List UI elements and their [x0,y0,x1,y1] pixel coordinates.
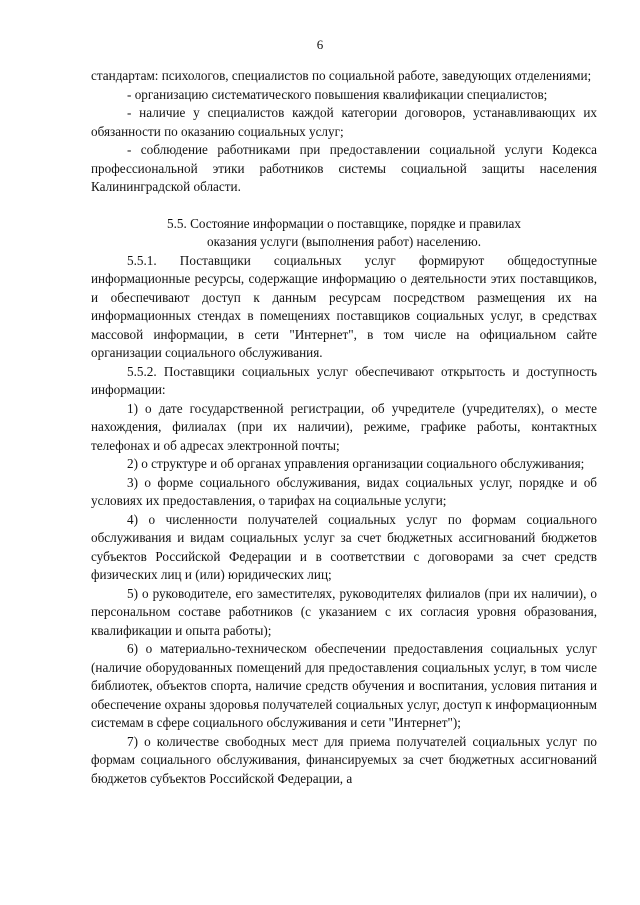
section-heading-line: 5.5. Состояние информации о поставщике, порядке и правилах [166,215,522,231]
list-item: 4) о численности получателей социальных услуг по формам социального обслуживания и видам социальных услуг за счет бюджетных ассигнований бюджетов субъектов Российской Федерации и в соответствии с договорами за счет средств физических лиц и (или) юридических лиц; [91,511,597,582]
document-body [91,67,597,788]
paragraph: - организацию систематического повышения квалификации специалистов; [127,86,548,102]
paragraph: 5.5.2. Поставщики социальных услуг обеспечивают открытость и доступность информации: [91,363,597,397]
section-heading-line: оказания услуги (выполнения работ) населению. [206,234,481,249]
list-item: 7) о количестве свободных мест для приема получателей социальных услуг по формам социального обслуживания, финансируемых за счет бюджетных ассигнований бюджетов субъектов Российской Федерации, а [91,733,597,786]
paragraph: - наличие у специалистов каждой категории договоров, устанавливающих их обязанности по оказанию социальных услуг; [91,105,597,139]
page-number: 6 [316,37,324,52]
paragraph: стандартам: психологов, специалистов по социальной работе, заведующих отделениями; [91,68,592,83]
list-item: 3) о форме социального обслуживания, видах социальных услуг, порядке и об условиях их предоставления, о тарифах на социальные услуги; [91,474,597,508]
section-heading [91,215,597,252]
paragraph: 5.5.1. Поставщики социальных услуг формируют общедоступные информационные ресурсы, содержащие информацию о деятельности этих поставщиков, и обеспечивают доступ к данным ресурсам посредством размещения их на информационных стендах в помещениях поставщиков социальных услуг, в средствах массовой информации, в сети "Интернет", в том числе на официальном сайте организации социального обслуживания. [91,252,597,360]
paragraph: - соблюдение работниками при предоставлении социальной услуги Кодекса профессиональной этики работников системы социальной защиты населения Калининградской области. [91,142,597,194]
list-item: 6) о материально-техническом обеспечении предоставления социальных услуг (наличие оборудованных помещений для предоставления социальных услуг, в том числе библиотек, объектов спорта, наличие средств обучения и воспитания, условия питания и обеспечение охраны здоровья получателей социальных услуг, доступ к информационным системам в сфере социального обслуживания и сети "Интернет"); [91,641,597,730]
list-item: 2) о структуре и об органах управления организации социального обслуживания; [127,456,585,471]
list-item: 1) о дате государственной регистрации, об учредителе (учредителях), о месте нахождения, филиалах (при их наличии), режиме, графике работы, контактных телефонах и об адресах электронной почты; [91,400,597,453]
list-item: 5) о руководителе, его заместителях, руководителях филиалов (при их наличии), о персональном составе работников (с указанием с их согласия уровня образования, квалификации и опыта работы); [91,585,597,638]
